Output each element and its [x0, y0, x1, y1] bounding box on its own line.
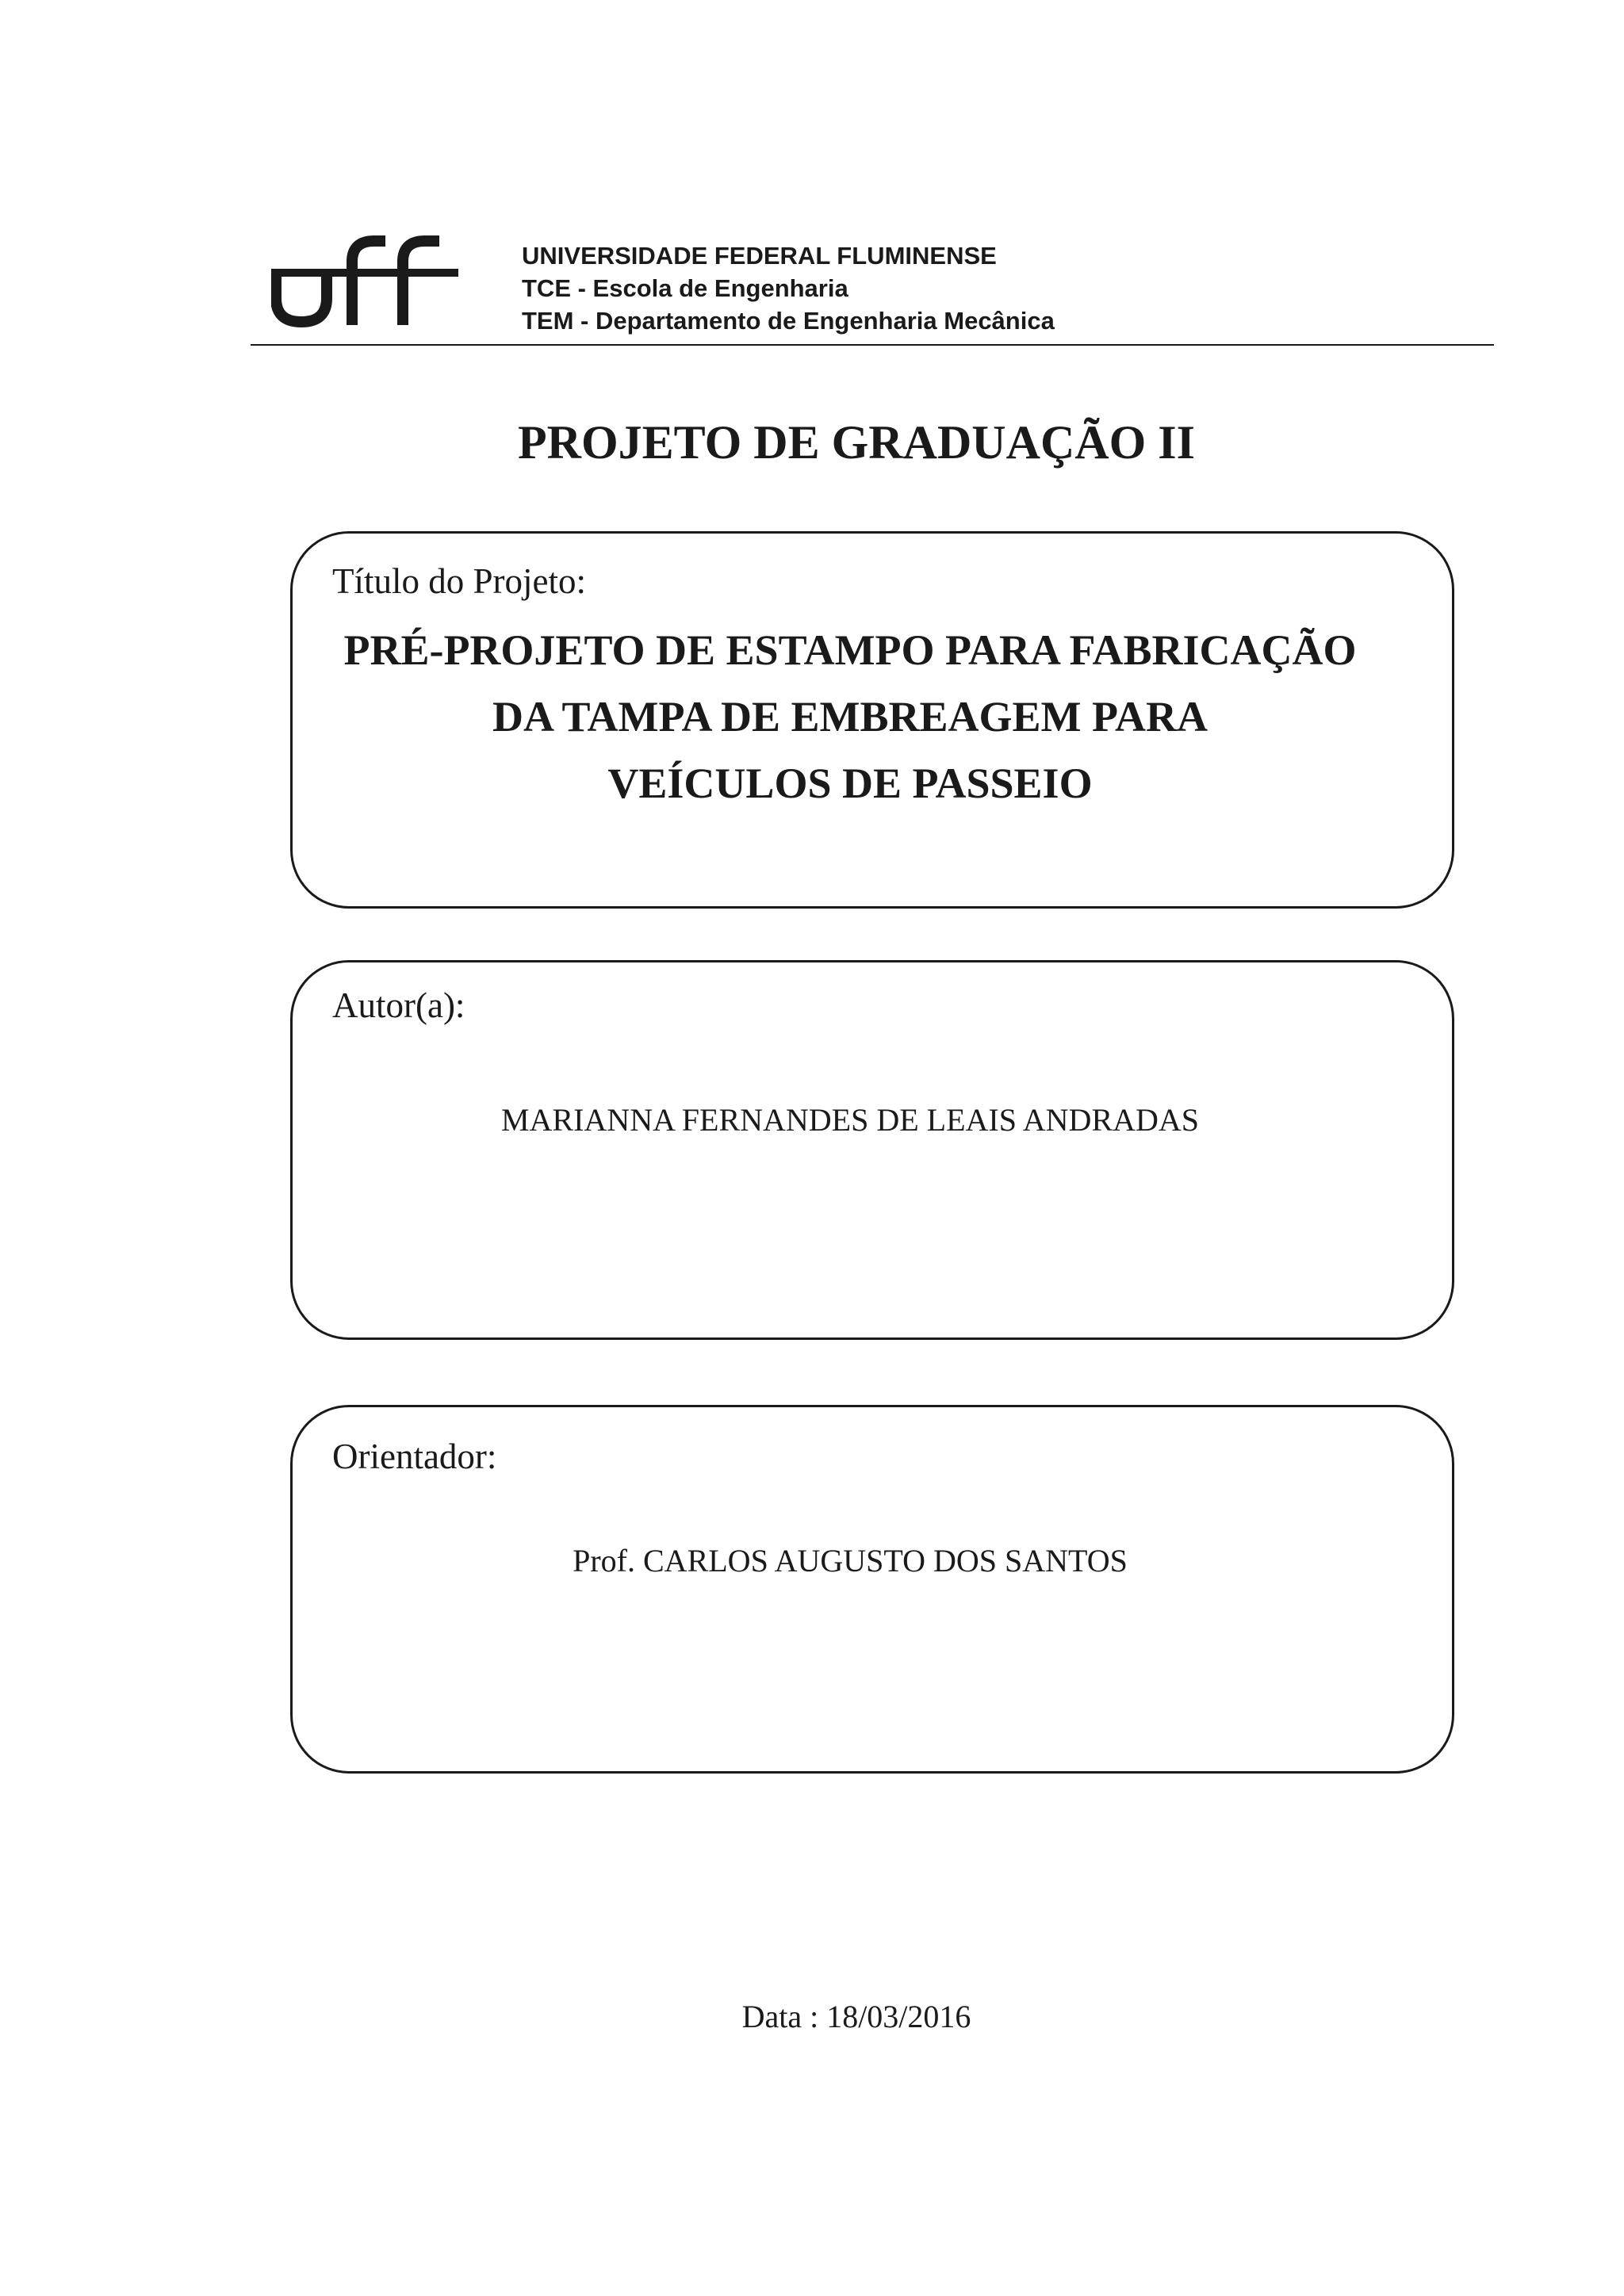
project-title-line: DA TAMPA DE EMBREAGEM PARA: [492, 693, 1208, 740]
author-name: MARIANNA FERNANDES DE LEAIS ANDRADAS: [500, 1102, 1200, 1138]
university-name: UNIVERSIDADE FEDERAL FLUMINENSE: [522, 242, 997, 270]
school-name: TCE - Escola de Engenharia: [522, 274, 848, 302]
department-name: TEM - Departamento de Engenharia Mecânica: [522, 307, 1055, 335]
project-title-line: VEÍCULOS DE PASSEIO: [607, 760, 1093, 807]
document-header: [251, 227, 1494, 346]
date-line: [0, 1996, 1624, 2038]
document-title: PROJETO DE GRADUAÇÃO II: [518, 416, 1195, 469]
uff-logo: [271, 235, 458, 328]
header-divider: [251, 344, 1494, 346]
project-title-box: [290, 531, 1454, 909]
author-box: [290, 960, 1454, 1340]
date-label: Data :: [741, 1999, 819, 2034]
advisor-label: Orientador:: [332, 1437, 497, 1476]
advisor-box: [290, 1405, 1454, 1774]
advisor-name: Prof. CARLOS AUGUSTO DOS SANTOS: [573, 1543, 1128, 1578]
project-title: [293, 617, 1408, 817]
project-title-line: PRÉ-PROJETO DE ESTAMPO PARA FABRICAÇÃO: [343, 626, 1357, 674]
date-value: 18/03/2016: [826, 1999, 971, 2034]
author-label: Autor(a):: [332, 985, 465, 1025]
institution-block: [522, 239, 1055, 337]
project-title-label: Título do Projeto:: [332, 561, 586, 601]
